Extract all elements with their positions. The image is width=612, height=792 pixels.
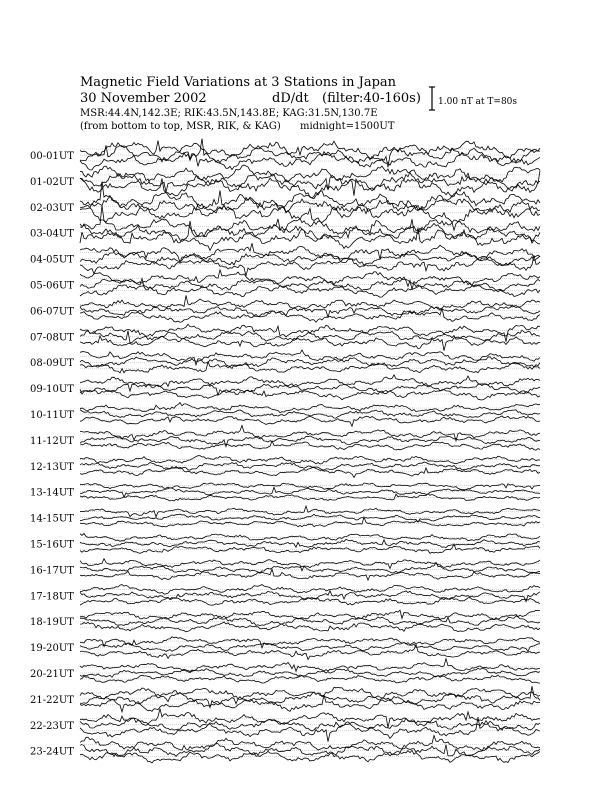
trace-kag <box>80 375 540 388</box>
trace-kag <box>80 736 540 751</box>
row-label: 20-21UT <box>30 669 74 680</box>
midnight-note: midnight=1500UT <box>300 121 395 132</box>
trace-rik <box>80 252 540 265</box>
trace-rik <box>80 305 540 317</box>
trace-kag <box>80 610 540 620</box>
trace-kag <box>80 295 540 310</box>
trace-msr <box>80 285 540 298</box>
trace-kag <box>80 403 540 413</box>
row-label: 06-07UT <box>30 306 74 318</box>
trace-rik <box>80 487 540 497</box>
row-label: 19-20UT <box>30 643 74 655</box>
trace-msr <box>80 336 540 351</box>
row-label: 21-22UT <box>30 694 74 706</box>
trace-kag <box>80 659 540 672</box>
trace-msr <box>80 517 540 527</box>
trace-rik <box>80 743 540 756</box>
trace-rik <box>80 591 540 602</box>
trace-msr <box>80 441 540 450</box>
row-label: 10-11UT <box>30 410 74 421</box>
trace-rik <box>80 139 540 168</box>
trace-msr <box>80 416 540 426</box>
row-label: 22-23UT <box>30 720 74 732</box>
row-label: 13-14UT <box>30 487 74 499</box>
trace-msr <box>80 544 540 553</box>
row-label: 11-12UT <box>30 435 74 447</box>
row-label: 09-10UT <box>30 384 74 396</box>
row-label: 17-18UT <box>30 591 74 603</box>
trace-kag <box>80 426 540 441</box>
trace-msr <box>80 468 540 478</box>
row-label: 12-13UT <box>30 461 74 473</box>
trace-kag <box>80 350 540 365</box>
date-text: 30 November 2002 <box>80 91 207 106</box>
row-label: 23-24UT <box>30 746 74 758</box>
trace-rik <box>80 514 540 522</box>
trace-kag <box>80 559 540 571</box>
row-label: 04-05UT <box>30 254 74 266</box>
trace-msr <box>80 390 540 400</box>
filter-label: (filter:40-160s) <box>322 91 421 106</box>
scale-bar <box>429 87 517 110</box>
row-label: 03-04UT <box>30 228 74 240</box>
row-label: 05-06UT <box>30 280 74 292</box>
trace-msr <box>80 255 540 275</box>
row-label: 16-17UT <box>30 565 74 577</box>
row-label: 14-15UT <box>30 513 74 525</box>
stations-label: MSR:44.4N,142.3E; RIK:43.5N,143.8E; KAG:31.5N,130.7E <box>80 108 378 119</box>
quantity-label: dD/dt <box>272 91 309 106</box>
row-label: 07-08UT <box>30 332 74 344</box>
chart-title: Magnetic Field Variations at 3 Stations in Japan <box>80 75 397 90</box>
row-label: 15-16UT <box>30 539 74 551</box>
trace-msr <box>80 494 540 501</box>
row-label: 00-01UT <box>30 151 74 162</box>
order-note: (from bottom to top, MSR, RIK, & KAG) <box>80 121 281 132</box>
row-label: 18-19UT <box>30 617 74 629</box>
scale-bar-label: 1.00 nT at T=80s <box>438 97 518 107</box>
trace-msr <box>80 645 540 660</box>
trace-rik <box>80 170 540 196</box>
row-label: 08-09UT <box>30 358 74 370</box>
trace-rows <box>30 139 540 763</box>
row-label: 02-03UT <box>30 202 74 214</box>
trace-rik <box>80 197 540 218</box>
row-label: 01-02UT <box>30 176 74 188</box>
trace-kag <box>80 637 540 648</box>
